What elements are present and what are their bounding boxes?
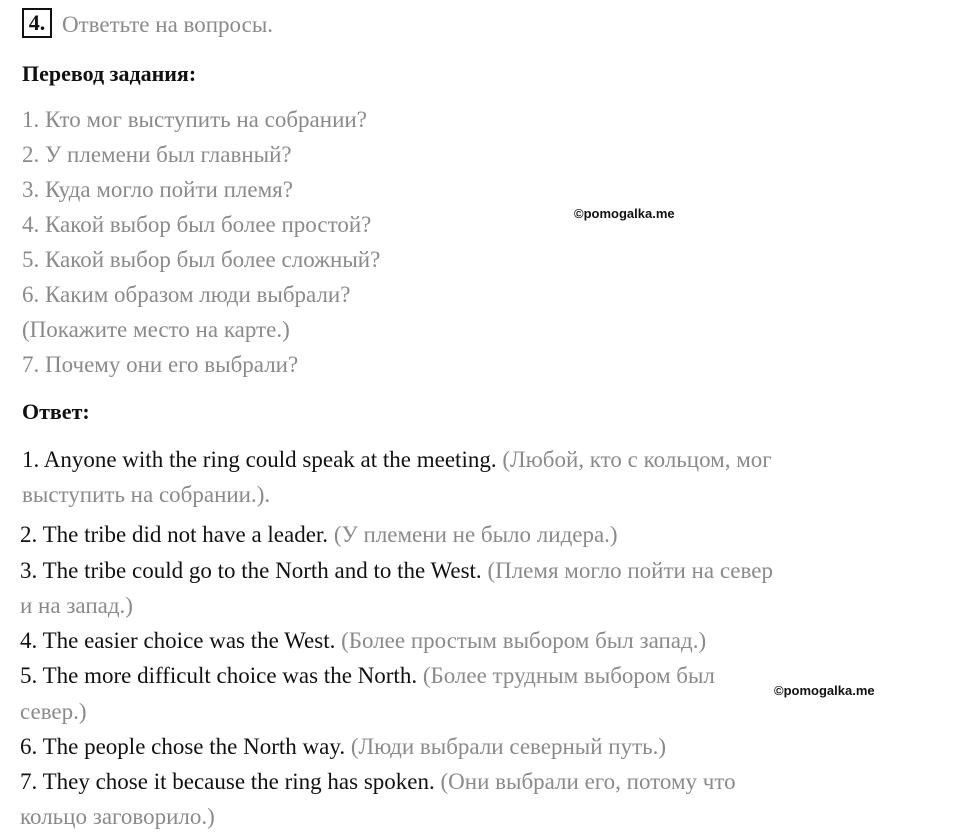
answer-en: 7. They chose it because the ring has spoken.: [20, 769, 435, 794]
answer-ru-cont: кольцо заговорило.): [20, 804, 215, 829]
watermark-text: ©pomogalka.me: [574, 206, 675, 221]
answer-item-7: [20, 767, 736, 797]
answer-ru-cont: выступить на собрании.).: [22, 482, 271, 507]
answer-item-3: [20, 556, 773, 586]
answer-ru: (Любой, кто с кольцом, мог: [496, 447, 772, 472]
answer-en: 5. The more difficult choice was the North.: [20, 663, 418, 688]
answer-ru: (У племени не было лидера.): [328, 522, 618, 547]
answer-ru-cont: север.): [20, 699, 87, 724]
answer-item-5: [20, 661, 715, 691]
answer-ru: (Более трудным выбором был: [417, 663, 715, 688]
answer-ru: (Они выбрали его, потому что: [434, 769, 736, 794]
task-number: 4.: [22, 8, 52, 38]
answer-item-6: [20, 732, 666, 762]
answer-en: 4. The easier choice was the West.: [20, 628, 336, 653]
answer-ru: (Люди выбрали северный путь.): [345, 734, 667, 759]
answer-ru: (Более простым выбором был запад.): [335, 628, 707, 653]
answer-en: 6. The people chose the North way.: [20, 734, 346, 759]
answer-heading: Ответ:: [22, 399, 90, 424]
answer-ru-cont: и на запад.): [20, 593, 133, 618]
translation-line: 1. Кто мог выступить на собрании?: [22, 107, 367, 132]
translation-line: (Покажите место на карте.): [22, 317, 290, 342]
answer-en: 3. The tribe could go to the North and to the West.: [20, 558, 482, 583]
task-title: Ответьте на вопросы.: [62, 12, 274, 37]
watermark-text: ©pomogalka.me: [774, 683, 875, 698]
answer-item-4: [20, 626, 706, 656]
translation-line: 5. Какой выбор был более сложный?: [22, 247, 381, 272]
translation-line: 2. У племени был главный?: [22, 142, 292, 167]
answer-ru: (Племя могло пойти на север: [481, 558, 773, 583]
translation-line: 4. Какой выбор был более простой?: [22, 212, 372, 237]
translation-line: 3. Куда могло пойти племя?: [22, 177, 293, 202]
answer-en: 2. The tribe did not have a leader.: [20, 522, 329, 547]
answer-en: 1. Anyone with the ring could speak at the meeting.: [22, 447, 497, 472]
translation-heading: Перевод задания:: [22, 61, 197, 86]
answer-item-1: [22, 445, 772, 475]
translation-line: 7. Почему они его выбрали?: [22, 352, 299, 377]
translation-line: 6. Каким образом люди выбрали?: [22, 282, 351, 307]
answer-item-2: [20, 520, 618, 550]
